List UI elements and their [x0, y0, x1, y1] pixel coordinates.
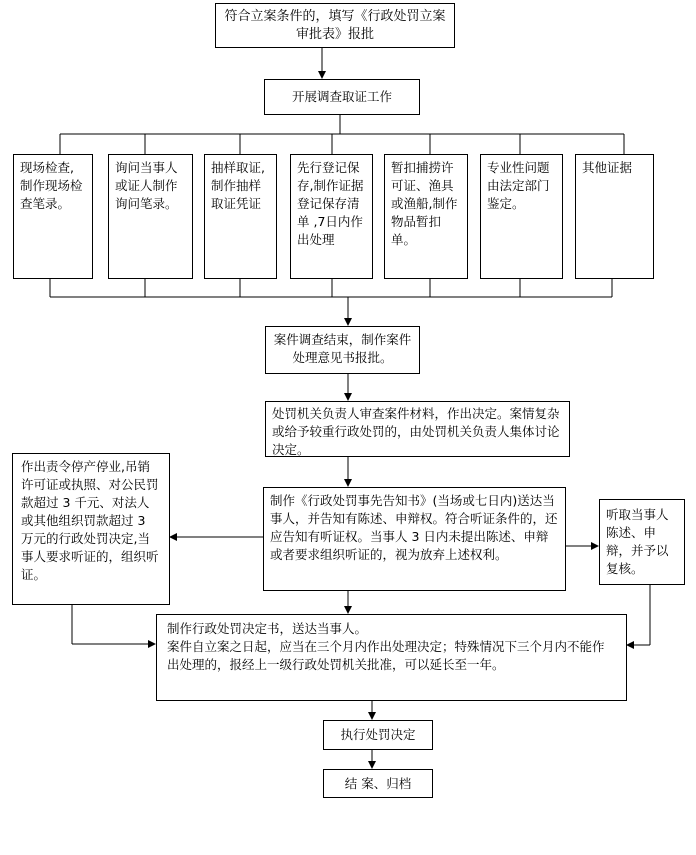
decision-text: 制作行政处罚决定书，送达当事人。 案件自立案之日起，应当在三个月内作出处理决定；特殊情况下三个月内不能作出处理的，报经上一级行政处罚机关批准，可以延长至一年。 — [167, 621, 605, 672]
method-box-5 — [384, 154, 468, 279]
review-text: 处罚机关负责人审查案件材料，作出决定。案情复杂或给予较重行政处罚的，由处罚机关负责人集体讨论决定。 — [272, 406, 560, 457]
statement-text: 听取当事人陈述、申辩，并予以复核。 — [606, 507, 669, 576]
method-text-7: 其他证据 — [582, 160, 633, 175]
execute-text: 执行处罚决定 — [340, 727, 416, 742]
method-box-7 — [575, 154, 654, 279]
start-box — [215, 3, 455, 48]
investigate-text: 开展调查取证工作 — [291, 89, 392, 104]
hearing-condition-text: 作出责令停产停业,吊销许可证或执照、对公民罚款超过 3 千元、对法人或其他组织罚款超过 3 万元的行政处罚决定,当事人要求听证的，组织听证。 — [21, 459, 159, 582]
investigate-box — [264, 79, 420, 115]
method-box-6 — [480, 154, 563, 279]
method-box-4 — [290, 154, 373, 279]
archive-text: 结 案、归档 — [344, 776, 412, 791]
hearing-condition-box — [12, 453, 170, 605]
review-box — [265, 401, 570, 457]
notice-box — [263, 487, 566, 591]
method-box-3 — [204, 154, 277, 279]
conclude-box — [265, 326, 420, 374]
method-box-2 — [108, 154, 193, 279]
decision-box — [156, 614, 627, 701]
method-text-6: 专业性问题由法定部门鉴定。 — [487, 160, 550, 211]
method-text-2: 询问当事人或证人制作询问笔录。 — [115, 160, 178, 211]
start-text: 符合立案条件的，填写《行政处罚立案审批表》报批 — [224, 9, 446, 42]
execute-box — [323, 720, 433, 750]
method-text-1: 现场检查,制作现场检查笔录。 — [20, 160, 83, 211]
method-box-1 — [13, 154, 93, 279]
statement-box — [599, 499, 685, 585]
archive-box — [323, 769, 433, 798]
method-text-3: 抽样取证,制作抽样取证凭证 — [211, 160, 265, 211]
notice-text: 制作《行政处罚事先告知书》(当场或七日内)送达当事人，并告知有陈述、申辩权。符合听证条件的，还应告知有听证权。当事人 3 日内未提出陈述、申辩或者要求组织听证的，视为放弃上述权利。 — [270, 493, 558, 562]
method-text-4: 先行登记保存,制作证据登记保存清单 ,7日内作出处理 — [297, 160, 364, 247]
conclude-text: 案件调查结束，制作案件处理意见书报批。 — [273, 332, 412, 365]
method-text-5: 暂扣捕捞许可证、渔具或渔船,制作物品暂扣单。 — [391, 160, 458, 247]
